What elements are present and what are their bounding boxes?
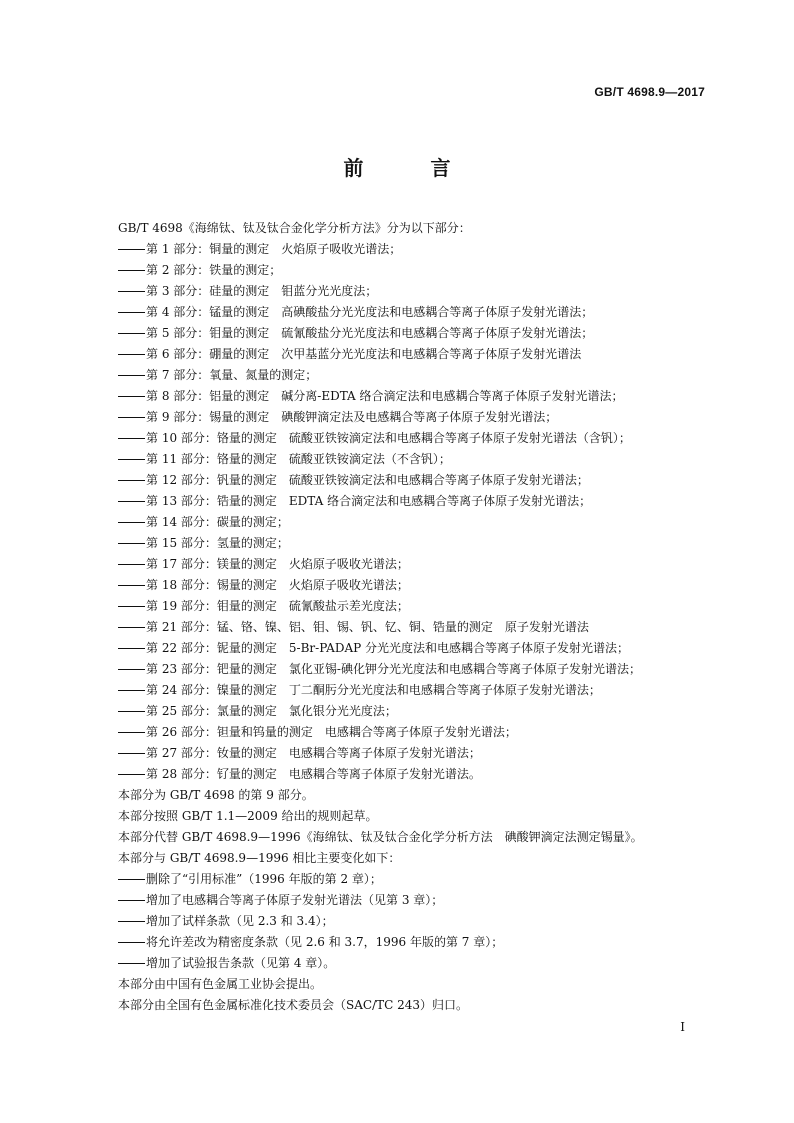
dash-mark [118,501,145,503]
list-item: 第 22 部分：铌量的测定 5-Br-PADAP 分光光度法和电感耦合等离子体原子发射光谱法； [118,638,718,659]
list-item: 第 15 部分：氢量的测定； [118,533,718,554]
list-item: 增加了电感耦合等离子体原子发射光谱法（见第 3 章）； [118,890,718,911]
list-item: 第 11 部分：铬量的测定 硫酸亚铁铵滴定法（不含钒）； [118,449,718,470]
dash-mark [118,669,145,671]
part-of-paragraph: 本部分为 GB/T 4698 的第 9 部分。 [118,788,314,802]
list-item: 第 24 部分：镍量的测定 丁二酮肟分光光度法和电感耦合等离子体原子发射光谱法； [118,680,718,701]
dash-mark [118,396,145,398]
intro-paragraph: GB/T 4698《海绵钛、钛及钛合金化学分析方法》分为以下部分： [118,221,471,235]
list-item: 第 18 部分：锡量的测定 火焰原子吸收光谱法； [118,575,718,596]
list-item: 第 8 部分：铝量的测定 碱分离-EDTA 络合滴定法和电感耦合等离子体原子发射光谱法； [118,386,718,407]
dash-mark [118,543,145,545]
list-item: 将允许差改为精密度条款（见 2.6 和 3.7，1996 年版的第 7 章）； [118,932,718,953]
dash-mark [118,312,145,314]
list-item: 第 19 部分：钼量的测定 硫氰酸盐示差光度法； [118,596,718,617]
page-title: 前 言 [343,156,481,180]
dash-mark [118,333,145,335]
list-item: 第 13 部分：锆量的测定 EDTA 络合滴定法和电感耦合等离子体原子发射光谱法； [118,491,718,512]
list-item: 第 9 部分：锡量的测定 碘酸钾滴定法及电感耦合等离子体原子发射光谱法； [118,407,718,428]
list-item: 第 4 部分：锰量的测定 高碘酸盐分光光度法和电感耦合等离子体原子发射光谱法； [118,302,718,323]
dash-mark [118,480,145,482]
list-item: 第 6 部分：硼量的测定 次甲基蓝分光光度法和电感耦合等离子体原子发射光谱法 [118,344,718,365]
dash-mark [118,522,145,524]
dash-mark [118,711,145,713]
list-item: 第 1 部分：铜量的测定 火焰原子吸收光谱法； [118,239,718,260]
list-item: 第 5 部分：钼量的测定 硫氰酸盐分光光度法和电感耦合等离子体原子发射光谱法； [118,323,718,344]
list-item: 删除了“引用标准”（1996 年版的第 2 章）； [118,869,718,890]
dash-mark [118,606,145,608]
dash-mark [118,564,145,566]
list-item: 第 17 部分：镁量的测定 火焰原子吸收光谱法； [118,554,718,575]
parts-list [118,239,718,785]
standard-number: GB/T 4698.9—2017 [594,85,705,99]
dash-mark [118,900,145,902]
proposed-by-paragraph: 本部分由中国有色金属工业协会提出。 [118,977,323,991]
dash-mark [118,627,145,629]
dash-mark [118,249,145,251]
list-item: 第 21 部分：锰、铬、镍、铝、钼、锡、钒、钇、铜、锆量的测定 原子发射光谱法 [118,617,718,638]
list-item: 第 14 部分：碳量的测定； [118,512,718,533]
list-item: 第 12 部分：钒量的测定 硫酸亚铁铵滴定法和电感耦合等离子体原子发射光谱法； [118,470,718,491]
changes-list [118,869,718,974]
dash-mark [118,291,145,293]
list-item: 第 3 部分：硅量的测定 钼蓝分光光度法； [118,281,718,302]
foreword-body [118,218,718,1016]
dash-mark [118,879,145,881]
dash-mark [118,774,145,776]
dash-mark [118,648,145,650]
dash-mark [118,921,145,923]
list-item: 第 2 部分：铁量的测定； [118,260,718,281]
dash-mark [118,963,145,965]
list-item: 第 26 部分：钽量和钨量的测定 电感耦合等离子体原子发射光谱法； [118,722,718,743]
dash-mark [118,459,145,461]
list-item: 第 7 部分：氧量、氮量的测定； [118,365,718,386]
replaces-paragraph: 本部分代替 GB/T 4698.9—1996《海绵钛、钛及钛合金化学分析方法 碘酸钾滴定法测定锡量》。 [118,830,643,844]
list-item: 第 10 部分：铬量的测定 硫酸亚铁铵滴定法和电感耦合等离子体原子发射光谱法（含钒）； [118,428,718,449]
dash-mark [118,270,145,272]
dash-mark [118,690,145,692]
dash-mark [118,354,145,356]
dash-mark [118,417,145,419]
dash-mark [118,375,145,377]
page-number: I [680,1020,685,1034]
dash-mark [118,438,145,440]
dash-mark [118,732,145,734]
drafting-rules-paragraph: 本部分按照 GB/T 1.1—2009 给出的规则起草。 [118,809,378,823]
list-item: 第 27 部分：钕量的测定 电感耦合等离子体原子发射光谱法； [118,743,718,764]
list-item: 第 23 部分：钯量的测定 氯化亚锡-碘化钾分光光度法和电感耦合等离子体原子发射光谱法； [118,659,718,680]
list-item: 增加了试验报告条款（见第 4 章）。 [118,953,718,974]
dash-mark [118,942,145,944]
list-item: 增加了试样条款（见 2.3 和 3.4）； [118,911,718,932]
list-item: 第 28 部分：钌量的测定 电感耦合等离子体原子发射光谱法。 [118,764,718,785]
dash-mark [118,585,145,587]
dash-mark [118,753,145,755]
list-item: 第 25 部分：氯量的测定 氯化银分光光度法； [118,701,718,722]
centralized-by-paragraph: 本部分由全国有色金属标准化技术委员会（SAC/TC 243）归口。 [118,998,469,1012]
changes-intro-paragraph: 本部分与 GB/T 4698.9—1996 相比主要变化如下： [118,851,401,865]
